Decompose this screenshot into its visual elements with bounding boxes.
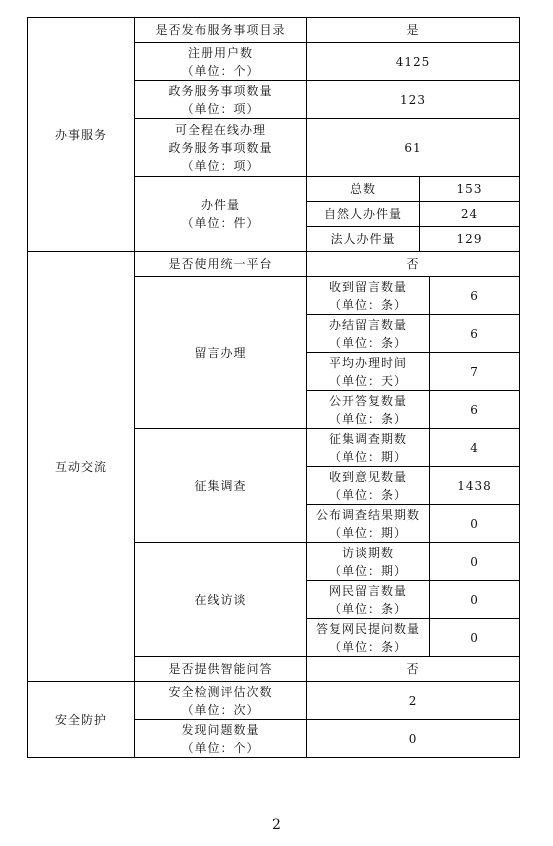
sub-label xyxy=(307,353,430,391)
label-text: 征集调查期数 xyxy=(328,431,407,446)
table-row xyxy=(28,18,520,43)
label-text: 公布调查结果期数 xyxy=(315,507,420,522)
unit-text: （单位：次） xyxy=(181,702,260,717)
sub-label xyxy=(307,619,430,657)
unit-text: （单位：个） xyxy=(181,63,260,78)
row-label: 是否使用统一平台 xyxy=(135,252,307,277)
label-text: 公开答复数量 xyxy=(328,393,407,408)
group-label-survey: 征集调查 xyxy=(135,429,307,543)
label-text: 网民留言数量 xyxy=(328,583,407,598)
label-text: 发现问题数量 xyxy=(181,722,260,737)
sub-value: 1438 xyxy=(430,467,520,505)
label-text: 访谈期数 xyxy=(341,545,394,560)
sub-label xyxy=(307,581,430,619)
unit-text: （单位：件） xyxy=(181,216,260,230)
label-text: 收到留言数量 xyxy=(328,279,407,294)
statistics-table xyxy=(27,17,520,758)
sub-label: 总数 xyxy=(307,177,420,202)
label-text: 办件量 xyxy=(200,198,240,212)
unit-text: （单位：项） xyxy=(181,101,260,116)
unit-text: （单位：期） xyxy=(328,525,407,540)
row-value: 0 xyxy=(307,720,520,758)
label-text: 政务服务事项数量 xyxy=(168,140,273,155)
unit-text: （单位：期） xyxy=(328,449,407,464)
sub-label xyxy=(307,391,430,429)
unit-text: （单位：天） xyxy=(328,373,407,388)
sub-label: 自然人办件量 xyxy=(307,202,420,227)
label-text: 平均办理时间 xyxy=(328,355,407,370)
unit-text: （单位：条） xyxy=(328,601,407,616)
row-value: 2 xyxy=(307,682,520,720)
row-value: 123 xyxy=(307,81,520,119)
sub-label: 法人办件量 xyxy=(307,227,420,252)
page-number: 2 xyxy=(272,817,281,833)
row-label xyxy=(135,119,307,177)
row-label xyxy=(135,81,307,119)
unit-text: （单位：项） xyxy=(181,158,260,173)
unit-text: （单位：个） xyxy=(181,740,260,755)
table-row xyxy=(28,682,520,720)
row-label xyxy=(135,682,307,720)
unit-text: （单位：条） xyxy=(328,487,407,502)
sub-value: 24 xyxy=(420,202,520,227)
label-text: 安全检测评估次数 xyxy=(168,684,273,699)
row-value: 否 xyxy=(307,657,520,682)
sub-value: 129 xyxy=(420,227,520,252)
row-label: 是否发布服务事项目录 xyxy=(135,18,307,43)
label-text: 政务服务事项数量 xyxy=(168,83,273,98)
label-text: 可全程在线办理 xyxy=(174,122,266,137)
row-label: 是否提供智能问答 xyxy=(135,657,307,682)
table-row xyxy=(28,252,520,277)
label-text: 注册用户数 xyxy=(187,45,253,60)
section-title-interaction: 互动交流 xyxy=(28,252,135,682)
label-text: 答复网民提问数量 xyxy=(315,621,420,636)
row-value: 否 xyxy=(307,252,520,277)
group-label-messages: 留言办理 xyxy=(135,277,307,429)
row-label xyxy=(135,720,307,758)
sub-value: 153 xyxy=(420,177,520,202)
sub-label xyxy=(307,505,430,543)
unit-text: （单位：条） xyxy=(328,335,407,350)
label-text: 收到意见数量 xyxy=(328,469,407,484)
row-value: 61 xyxy=(307,119,520,177)
sub-label xyxy=(307,429,430,467)
sub-value: 6 xyxy=(430,277,520,315)
row-label xyxy=(135,177,307,252)
sub-value: 0 xyxy=(430,619,520,657)
sub-value: 6 xyxy=(430,391,520,429)
unit-text: （单位：期） xyxy=(328,563,407,578)
section-title-service: 办事服务 xyxy=(28,18,135,252)
group-label-interview: 在线访谈 xyxy=(135,543,307,657)
sub-value: 0 xyxy=(430,581,520,619)
sub-value: 7 xyxy=(430,353,520,391)
unit-text: （单位：条） xyxy=(328,639,407,654)
row-value: 4125 xyxy=(307,43,520,81)
sub-value: 0 xyxy=(430,505,520,543)
unit-text: （单位：条） xyxy=(328,297,407,312)
sub-value: 4 xyxy=(430,429,520,467)
unit-text: （单位：条） xyxy=(328,411,407,426)
sub-label xyxy=(307,543,430,581)
section-title-security: 安全防护 xyxy=(28,682,135,758)
sub-label xyxy=(307,467,430,505)
sub-value: 0 xyxy=(430,543,520,581)
sub-label xyxy=(307,277,430,315)
sub-label xyxy=(307,315,430,353)
row-value: 是 xyxy=(307,18,520,43)
label-text: 办结留言数量 xyxy=(328,317,407,332)
sub-value: 6 xyxy=(430,315,520,353)
row-label xyxy=(135,43,307,81)
